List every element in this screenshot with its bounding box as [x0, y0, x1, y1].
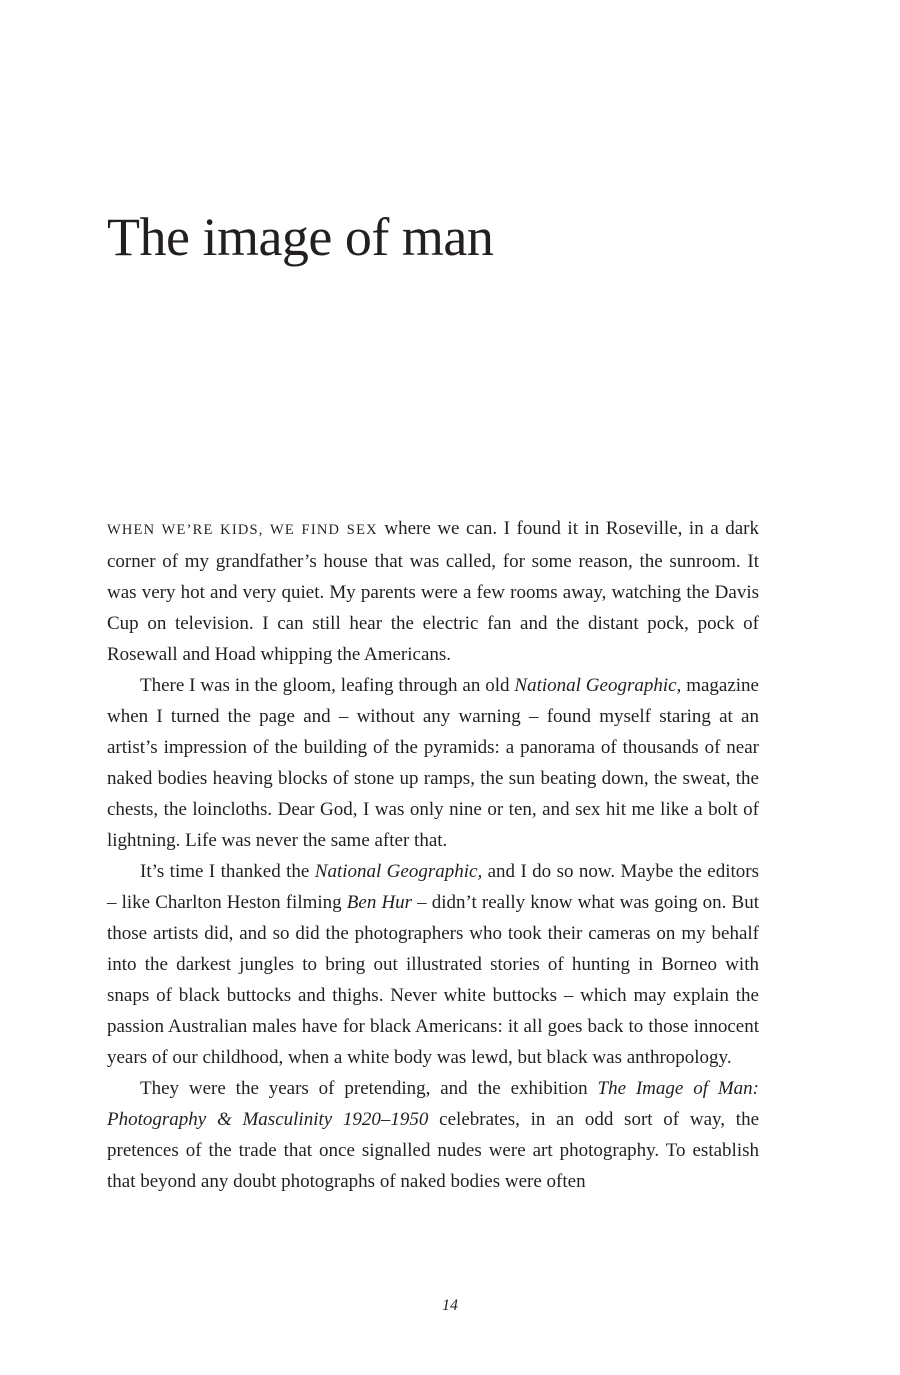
page-number: 14: [442, 1297, 458, 1314]
small-caps-lead-in: WHEN WE’RE KIDS, WE FIND SEX: [107, 522, 378, 538]
paragraph-text: It’s time I thanked the: [140, 861, 315, 882]
italic-title: The Image of Man: Photography & Masculinity 1920–1950: [107, 1078, 759, 1130]
paragraph-2: [107, 670, 759, 856]
chapter-title: The image of man: [107, 207, 494, 267]
paragraph-4: [107, 1073, 759, 1197]
body-text: [107, 513, 759, 1197]
paragraph-3: [107, 856, 759, 1073]
italic-title: Ben Hur: [346, 892, 413, 913]
paragraph-1: [107, 513, 759, 670]
paragraph-text: – didn’t really know what was going on. But those artists did, and so did the photographers who took their cameras on my behalf into the darkest jungles to bring out illustrated stories of hunting in Borneo with snaps of black buttocks and thighs. Never white buttocks – which may explain the passion Australian males have for black Americans: it all goes back to those innocent years of our childhood, when a white body was lewd, but black was anthropology.: [107, 892, 759, 1068]
paragraph-text: magazine when I turned the page and – without any warning – found myself staring at an artist’s impression of the building of the pyramids: a panorama of thousands of near naked bodies heaving blocks of stone up ramps, the sun beating down, the sweat, the chests, the loincloths. Dear God, I was only nine or ten, and sex hit me like a bolt of lightning. Life was never the same after that.: [107, 675, 759, 851]
italic-title: National Geographic,: [314, 861, 483, 882]
paragraph-text: and I do so now. Maybe the editors – like Charlton Heston filming: [107, 861, 760, 913]
paragraph-text: There I was in the gloom, leafing through an old: [140, 675, 515, 696]
paragraph-text: celebrates, in an odd sort of way, the pretences of the trade that once signalled nudes were art photography. To establish that beyond any doubt photographs of naked bodies were often: [107, 1109, 759, 1192]
paragraph-text: where we can. I found it in Roseville, in a dark corner of my grandfather’s house that was called, for some reason, the sunroom. It was very hot and very quiet. My parents were a few rooms away, watching the Davis Cup on television. I can still hear the electric fan and the distant pock, pock of Rosewall and Hoad whipping the Americans.: [107, 518, 759, 665]
paragraph-text: They were the years of pretending, and the exhibition: [140, 1078, 598, 1099]
italic-title: National Geographic,: [514, 675, 682, 696]
